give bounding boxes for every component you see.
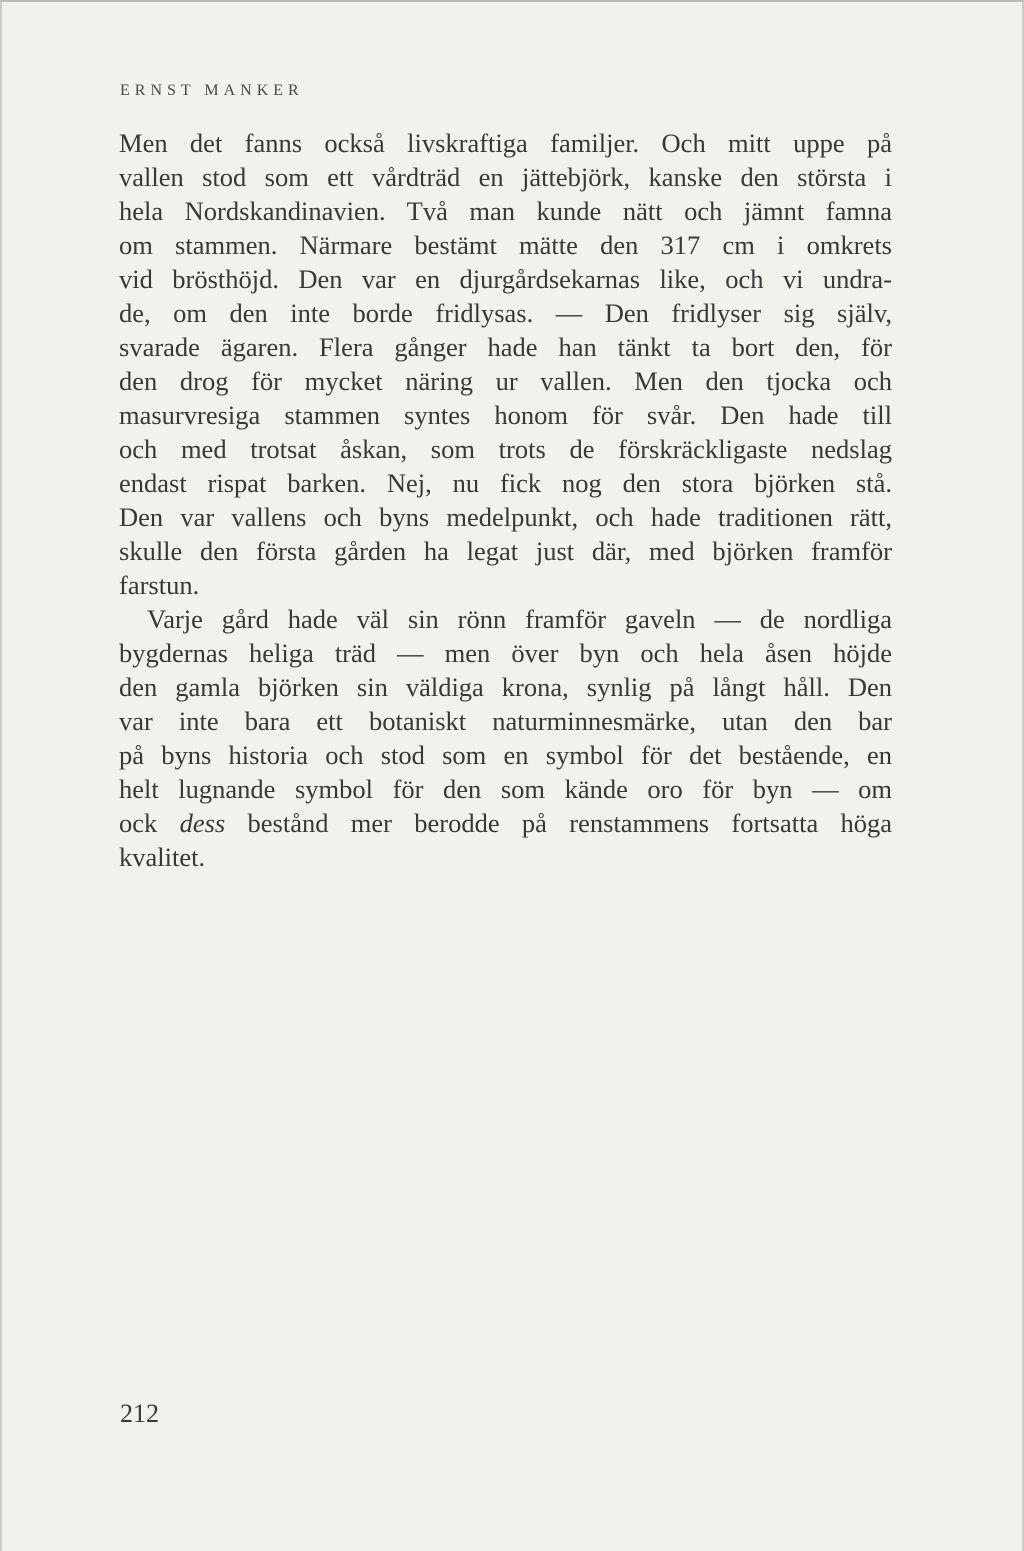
text-line-mixed <box>119 806 892 840</box>
text-line: den gamla björken sin väldiga krona, synlig på långt håll. Den <box>119 672 892 702</box>
text-line: kvalitet. <box>119 842 206 872</box>
text-line: farstun. <box>119 570 200 600</box>
text-fragment: ock <box>119 808 158 838</box>
text-line: den drog för mycket näring ur vallen. Men den tjocka och <box>119 366 892 396</box>
italic-word: dess <box>179 808 226 838</box>
text-line: hela Nordskandinavien. Två man kunde nätt och jämnt famna <box>119 196 892 226</box>
text-line: skulle den första gården ha legat just där, med björken framför <box>119 536 892 566</box>
text-line: vallen stod som ett vårdträd en jättebjörk, kanske den största i <box>119 162 892 192</box>
paragraph-1 <box>119 126 892 602</box>
text-line: bygdernas heliga träd — men över byn och hela åsen höjde <box>119 638 892 668</box>
text-line: masurvresiga stammen syntes honom för svår. Den hade till <box>119 400 892 430</box>
text-line: de, om den inte borde fridlysas. — Den fridlyser sig själv, <box>119 298 892 328</box>
text-line: Men det fanns också livskraftiga familjer. Och mitt uppe på <box>119 128 892 158</box>
text-line: helt lugnande symbol för den som kände oro för byn — om <box>119 774 892 804</box>
text-line: och med trotsat åskan, som trots de förskräckligaste nedslag <box>119 434 892 464</box>
text-fragment: bestånd mer berodde på renstammens fortsatta höga <box>247 808 893 838</box>
text-line: på byns historia och stod som en symbol för det bestående, en <box>119 740 892 770</box>
text-line: om stammen. Närmare bestämt mätte den 317 cm i omkrets <box>119 230 892 260</box>
running-head: ERNST MANKER <box>120 82 304 99</box>
text-line: endast rispat barken. Nej, nu fick nog den stora björken stå. <box>119 468 892 498</box>
page-number: 212 <box>120 1399 159 1428</box>
paragraph-2 <box>119 602 892 874</box>
body-text <box>119 126 892 874</box>
text-line: svarade ägaren. Flera gånger hade han tänkt ta bort den, för <box>119 332 892 362</box>
text-line: var inte bara ett botaniskt naturminnesmärke, utan den bar <box>119 706 892 736</box>
text-line: vid brösthöjd. Den var en djurgårdsekarnas like, och vi undra- <box>119 264 892 294</box>
text-line: Varje gård hade väl sin rönn framför gaveln — de nordliga <box>147 604 892 634</box>
text-line: Den var vallens och byns medelpunkt, och hade traditionen rätt, <box>119 502 892 532</box>
